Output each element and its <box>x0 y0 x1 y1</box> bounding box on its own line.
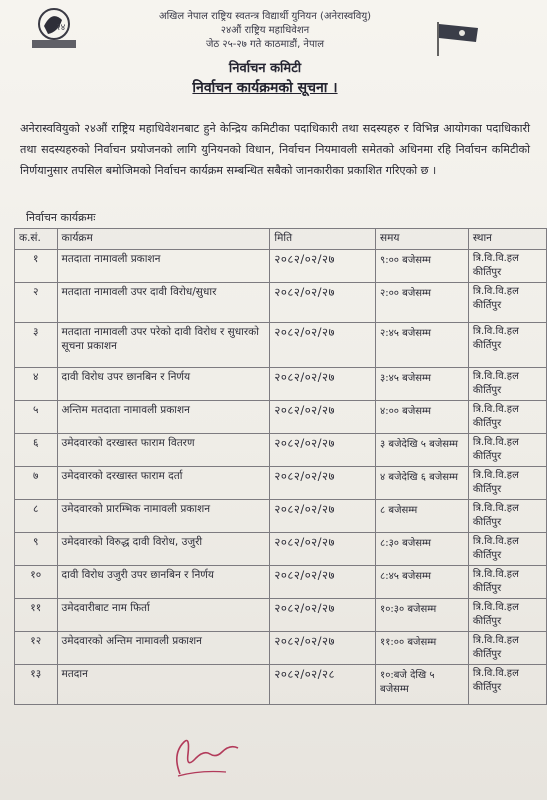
table-header-row <box>15 229 547 250</box>
row-place: त्रि.वि.वि.हल कीर्तिपुर <box>468 467 546 500</box>
row-activity: दावी विरोध उजुरी उपर छानबिन र निर्णय <box>57 566 270 599</box>
table-row <box>15 250 547 283</box>
row-date: २०८२/०२/२७ <box>270 368 376 401</box>
row-place: त्रि.वि.वि.हल कीर्तिपुर <box>468 665 546 705</box>
row-time: ८ बजेसम्म <box>376 500 469 533</box>
row-date: २०८२/०२/२८ <box>270 665 376 705</box>
row-date: २०८२/०२/२७ <box>270 401 376 434</box>
row-serial: ११ <box>15 599 58 632</box>
table-row <box>15 401 547 434</box>
row-serial: १३ <box>15 665 58 705</box>
row-serial: ६ <box>15 434 58 467</box>
table-row <box>15 368 547 401</box>
row-activity: उमेदवारको अन्तिम नामावली प्रकाशन <box>57 632 270 665</box>
row-place: त्रि.वि.वि.हल कीर्तिपुर <box>468 323 546 368</box>
header-date: मिति <box>270 229 376 250</box>
row-time: ८:४५ बजेसम्म <box>376 566 469 599</box>
row-activity: मतदाता नामावली प्रकाशन <box>57 250 270 283</box>
table-row <box>15 665 547 705</box>
row-place: त्रि.वि.वि.हल कीर्तिपुर <box>468 632 546 665</box>
row-serial: ४ <box>15 368 58 401</box>
row-serial: १२ <box>15 632 58 665</box>
row-activity: उमेदवारको प्रारम्भिक नामावली प्रकाशन <box>57 500 270 533</box>
row-date: २०८२/०२/२७ <box>270 323 376 368</box>
row-time: १०:बजे देखि ५ बजेसम्म <box>376 665 469 705</box>
row-activity: उमेदवारीबाट नाम फिर्ता <box>57 599 270 632</box>
row-place: त्रि.वि.वि.हल कीर्तिपुर <box>468 368 546 401</box>
row-place: त्रि.वि.वि.हल कीर्तिपुर <box>468 434 546 467</box>
row-date: २०८२/०२/२७ <box>270 632 376 665</box>
row-place: त्रि.वि.वि.हल कीर्तिपुर <box>468 401 546 434</box>
table-row <box>15 566 547 599</box>
row-place: त्रि.वि.वि.हल कीर्तिपुर <box>468 599 546 632</box>
row-serial: ३ <box>15 323 58 368</box>
notice-header <box>100 10 430 97</box>
row-date: २०८२/०२/२७ <box>270 467 376 500</box>
row-time: २:४५ बजेसम्म <box>376 323 469 368</box>
row-activity: उमेदवारको दरखास्त फाराम वितरण <box>57 434 270 467</box>
row-date: २०८२/०२/२७ <box>270 500 376 533</box>
row-place: त्रि.वि.वि.हल कीर्तिपुर <box>468 566 546 599</box>
row-time: ३:४५ बजेसम्म <box>376 368 469 401</box>
row-time: १०:३० बजेसम्म <box>376 599 469 632</box>
table-row <box>15 632 547 665</box>
row-activity: उमेदवारको विरुद्ध दावी विरोध, उजुरी <box>57 533 270 566</box>
row-place: त्रि.वि.वि.हल कीर्तिपुर <box>468 283 546 323</box>
row-serial: ७ <box>15 467 58 500</box>
svg-text:२४: २४ <box>56 23 66 33</box>
row-date: २०८२/०२/२७ <box>270 533 376 566</box>
row-date: २०८२/०२/२७ <box>270 250 376 283</box>
row-serial: १ <box>15 250 58 283</box>
notice-title: निर्वाचन कार्यक्रमको सूचना । <box>192 80 338 96</box>
signature-icon <box>160 714 250 784</box>
row-activity: अन्तिम मतदाता नामावली प्रकाशन <box>57 401 270 434</box>
row-serial: २ <box>15 283 58 323</box>
union-logo-icon <box>22 6 86 52</box>
row-time: ९:०० बजेसम्म <box>376 250 469 283</box>
row-serial: ५ <box>15 401 58 434</box>
row-time: ८:३० बजेसम्म <box>376 533 469 566</box>
program-label: निर्वाचन कार्यक्रमः <box>26 211 96 224</box>
table-row <box>15 533 547 566</box>
row-activity: दावी विरोध उपर छानबिन र निर्णय <box>57 368 270 401</box>
table-row <box>15 283 547 323</box>
row-time: ४:०० बजेसम्म <box>376 401 469 434</box>
row-place: त्रि.वि.वि.हल कीर्तिपुर <box>468 533 546 566</box>
row-date: २०८२/०२/२७ <box>270 599 376 632</box>
row-place: त्रि.वि.वि.हल कीर्तिपुर <box>468 250 546 283</box>
row-activity: मतदाता नामावली उपर दावी विरोध/सुधार <box>57 283 270 323</box>
table-row <box>15 323 547 368</box>
row-serial: १० <box>15 566 58 599</box>
table-row <box>15 434 547 467</box>
header-place: स्थान <box>468 229 546 250</box>
row-place: त्रि.वि.वि.हल कीर्तिपुर <box>468 500 546 533</box>
header-activity: कार्यक्रम <box>57 229 270 250</box>
row-time: ३ बजेदेखि ५ बजेसम्म <box>376 434 469 467</box>
date-place-line: जेठ २५-२७ गते काठमाडौं, नेपाल <box>205 39 325 50</box>
convention-line: २४औं राष्ट्रिय महाधिवेशन <box>220 25 310 36</box>
row-activity: मतदान <box>57 665 270 705</box>
table-row <box>15 467 547 500</box>
row-date: २०८२/०२/२७ <box>270 283 376 323</box>
row-time: २:०० बजेसम्म <box>376 283 469 323</box>
row-serial: ८ <box>15 500 58 533</box>
election-schedule-table <box>14 228 547 705</box>
intro-paragraph: अनेरास्ववियुको २४औं राष्ट्रिय महाधिवेशनबाट हुने केन्द्रिय कमिटीका पदाधिकारी तथा सदस्यहरु र विभिन्न आयोगका पदाधिकारी तथा सदस्यहरुको निर्वाचन प्रयोजनको लागि युनियनको विधान, निर्वाचन नियमावली समेतको अधिनमा रहि निर्वाचन कमिटीको निर्णयानुसार तपसिल बमोजिमको निर्वाचन कार्यक्रम सम्बन्धित सबैको जानकारीका प्रकाशित गरिएको छ । <box>20 122 530 177</box>
committee-name: निर्वाचन कमिटी <box>228 61 302 76</box>
table-row <box>15 599 547 632</box>
row-time: ४ बजेदेखि ६ बजेसम्म <box>376 467 469 500</box>
row-serial: ९ <box>15 533 58 566</box>
organization-name: अखिल नेपाल राष्ट्रिय स्वतन्त्र विद्यार्थी युनियन (अनेरास्ववियु) <box>158 11 372 22</box>
row-date: २०८२/०२/२७ <box>270 566 376 599</box>
table-row <box>15 500 547 533</box>
row-activity: उमेदवारको दरखास्त फाराम दर्ता <box>57 467 270 500</box>
header-sn: क.सं. <box>15 229 58 250</box>
row-activity: मतदाता नामावली उपर परेको दावी विरोध र सुधारको सूचना प्रकाशन <box>57 323 270 368</box>
row-date: २०८२/०२/२७ <box>270 434 376 467</box>
header-time: समय <box>376 229 469 250</box>
row-time: ११:०० बजेसम्म <box>376 632 469 665</box>
flag-icon <box>432 20 482 58</box>
